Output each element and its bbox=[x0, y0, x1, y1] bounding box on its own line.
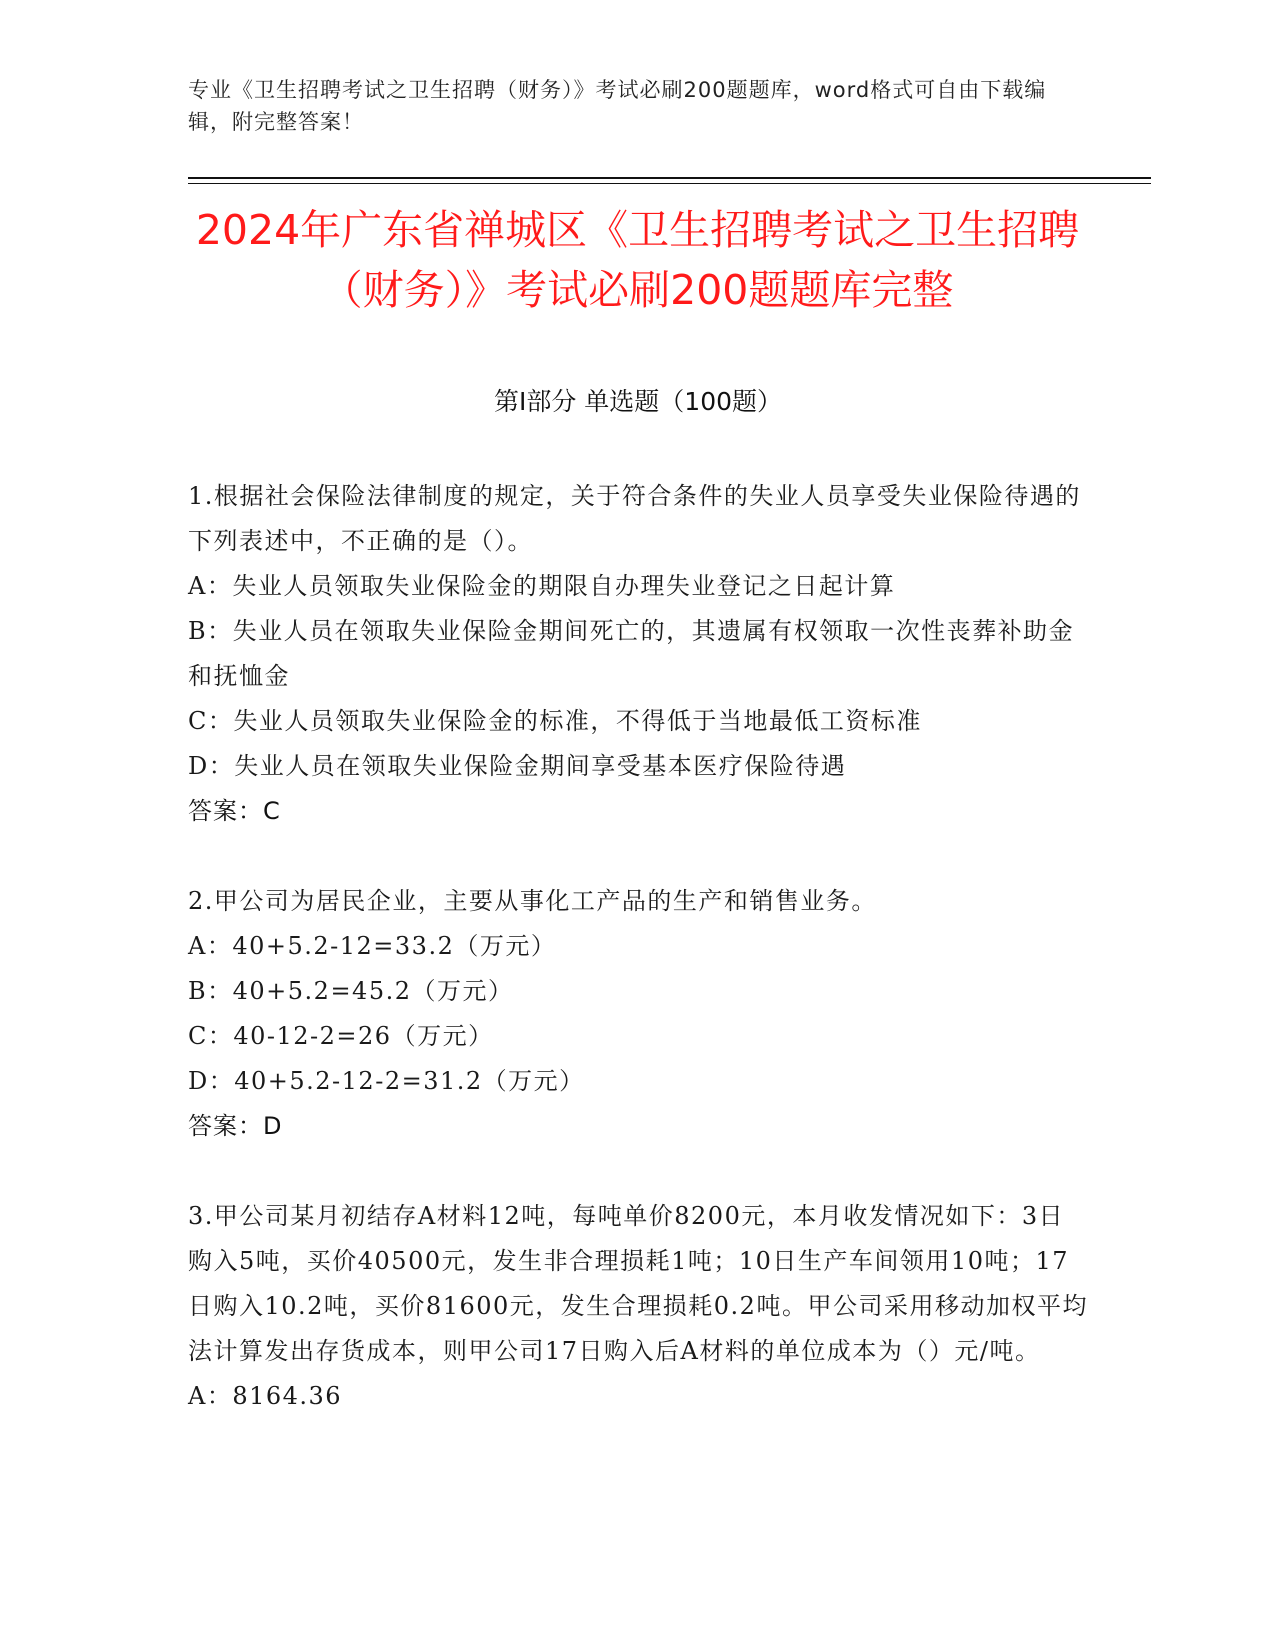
option-a: A：40+5.2-12=33.2（万元） bbox=[188, 932, 557, 960]
option-c: C：40-12-2=26（万元） bbox=[188, 1022, 494, 1050]
option-a: A：失业人员领取失业保险金的期限自办理失业登记之日起计算 bbox=[188, 572, 896, 600]
document-title: 2024年广东省禅城区《卫生招聘考试之卫生招聘（财务）》考试必刷200题题库完整 bbox=[195, 206, 1080, 314]
spacer bbox=[188, 1149, 1088, 1194]
section-title: 第I部分 单选题（100题） bbox=[493, 387, 783, 416]
question-1 bbox=[188, 474, 1088, 834]
question-list bbox=[188, 474, 1088, 1419]
header-rule-thick bbox=[188, 177, 1151, 179]
header-rule-thin bbox=[188, 183, 1151, 184]
option-d: D：失业人员在领取失业保险金期间享受基本医疗保险待遇 bbox=[188, 752, 847, 780]
question-stem: 2.甲公司为居民企业，主要从事化工产品的生产和销售业务。 bbox=[188, 887, 877, 915]
answer: 答案：C bbox=[188, 797, 281, 825]
header-note: 专业《卫生招聘考试之卫生招聘（财务）》考试必刷200题题库，word格式可自由下载编辑，附完整答案！ bbox=[188, 78, 1047, 134]
option-a: A：8164.36 bbox=[188, 1382, 343, 1410]
spacer bbox=[188, 834, 1088, 879]
option-c: C：失业人员领取失业保险金的标准，不得低于当地最低工资标准 bbox=[188, 707, 922, 735]
option-b: B：40+5.2=45.2（万元） bbox=[188, 977, 514, 1005]
question-3 bbox=[188, 1194, 1088, 1419]
option-d: D：40+5.2-12-2=31.2（万元） bbox=[188, 1067, 585, 1095]
question-stem: 3.甲公司某月初结存A材料12吨，每吨单价8200元，本月收发情况如下：3日购入5吨，买价40500元，发生非合理损耗1吨；10日生产车间领用10吨；17日购入10.2吨，买价81600元，发生合理损耗0.2吨。甲公司采用移动加权平均法计算发出存货成本，则甲公司17日购入后A材料的单位成本为（）元/吨。 bbox=[188, 1202, 1088, 1365]
answer: 答案：D bbox=[188, 1112, 283, 1140]
question-stem: 1.根据社会保险法律制度的规定，关于符合条件的失业人员享受失业保险待遇的下列表述中，不正确的是（）。 bbox=[188, 482, 1081, 555]
question-2 bbox=[188, 879, 1088, 1149]
option-b: B：失业人员在领取失业保险金期间死亡的，其遗属有权领取一次性丧葬补助金和抚恤金 bbox=[188, 617, 1075, 690]
